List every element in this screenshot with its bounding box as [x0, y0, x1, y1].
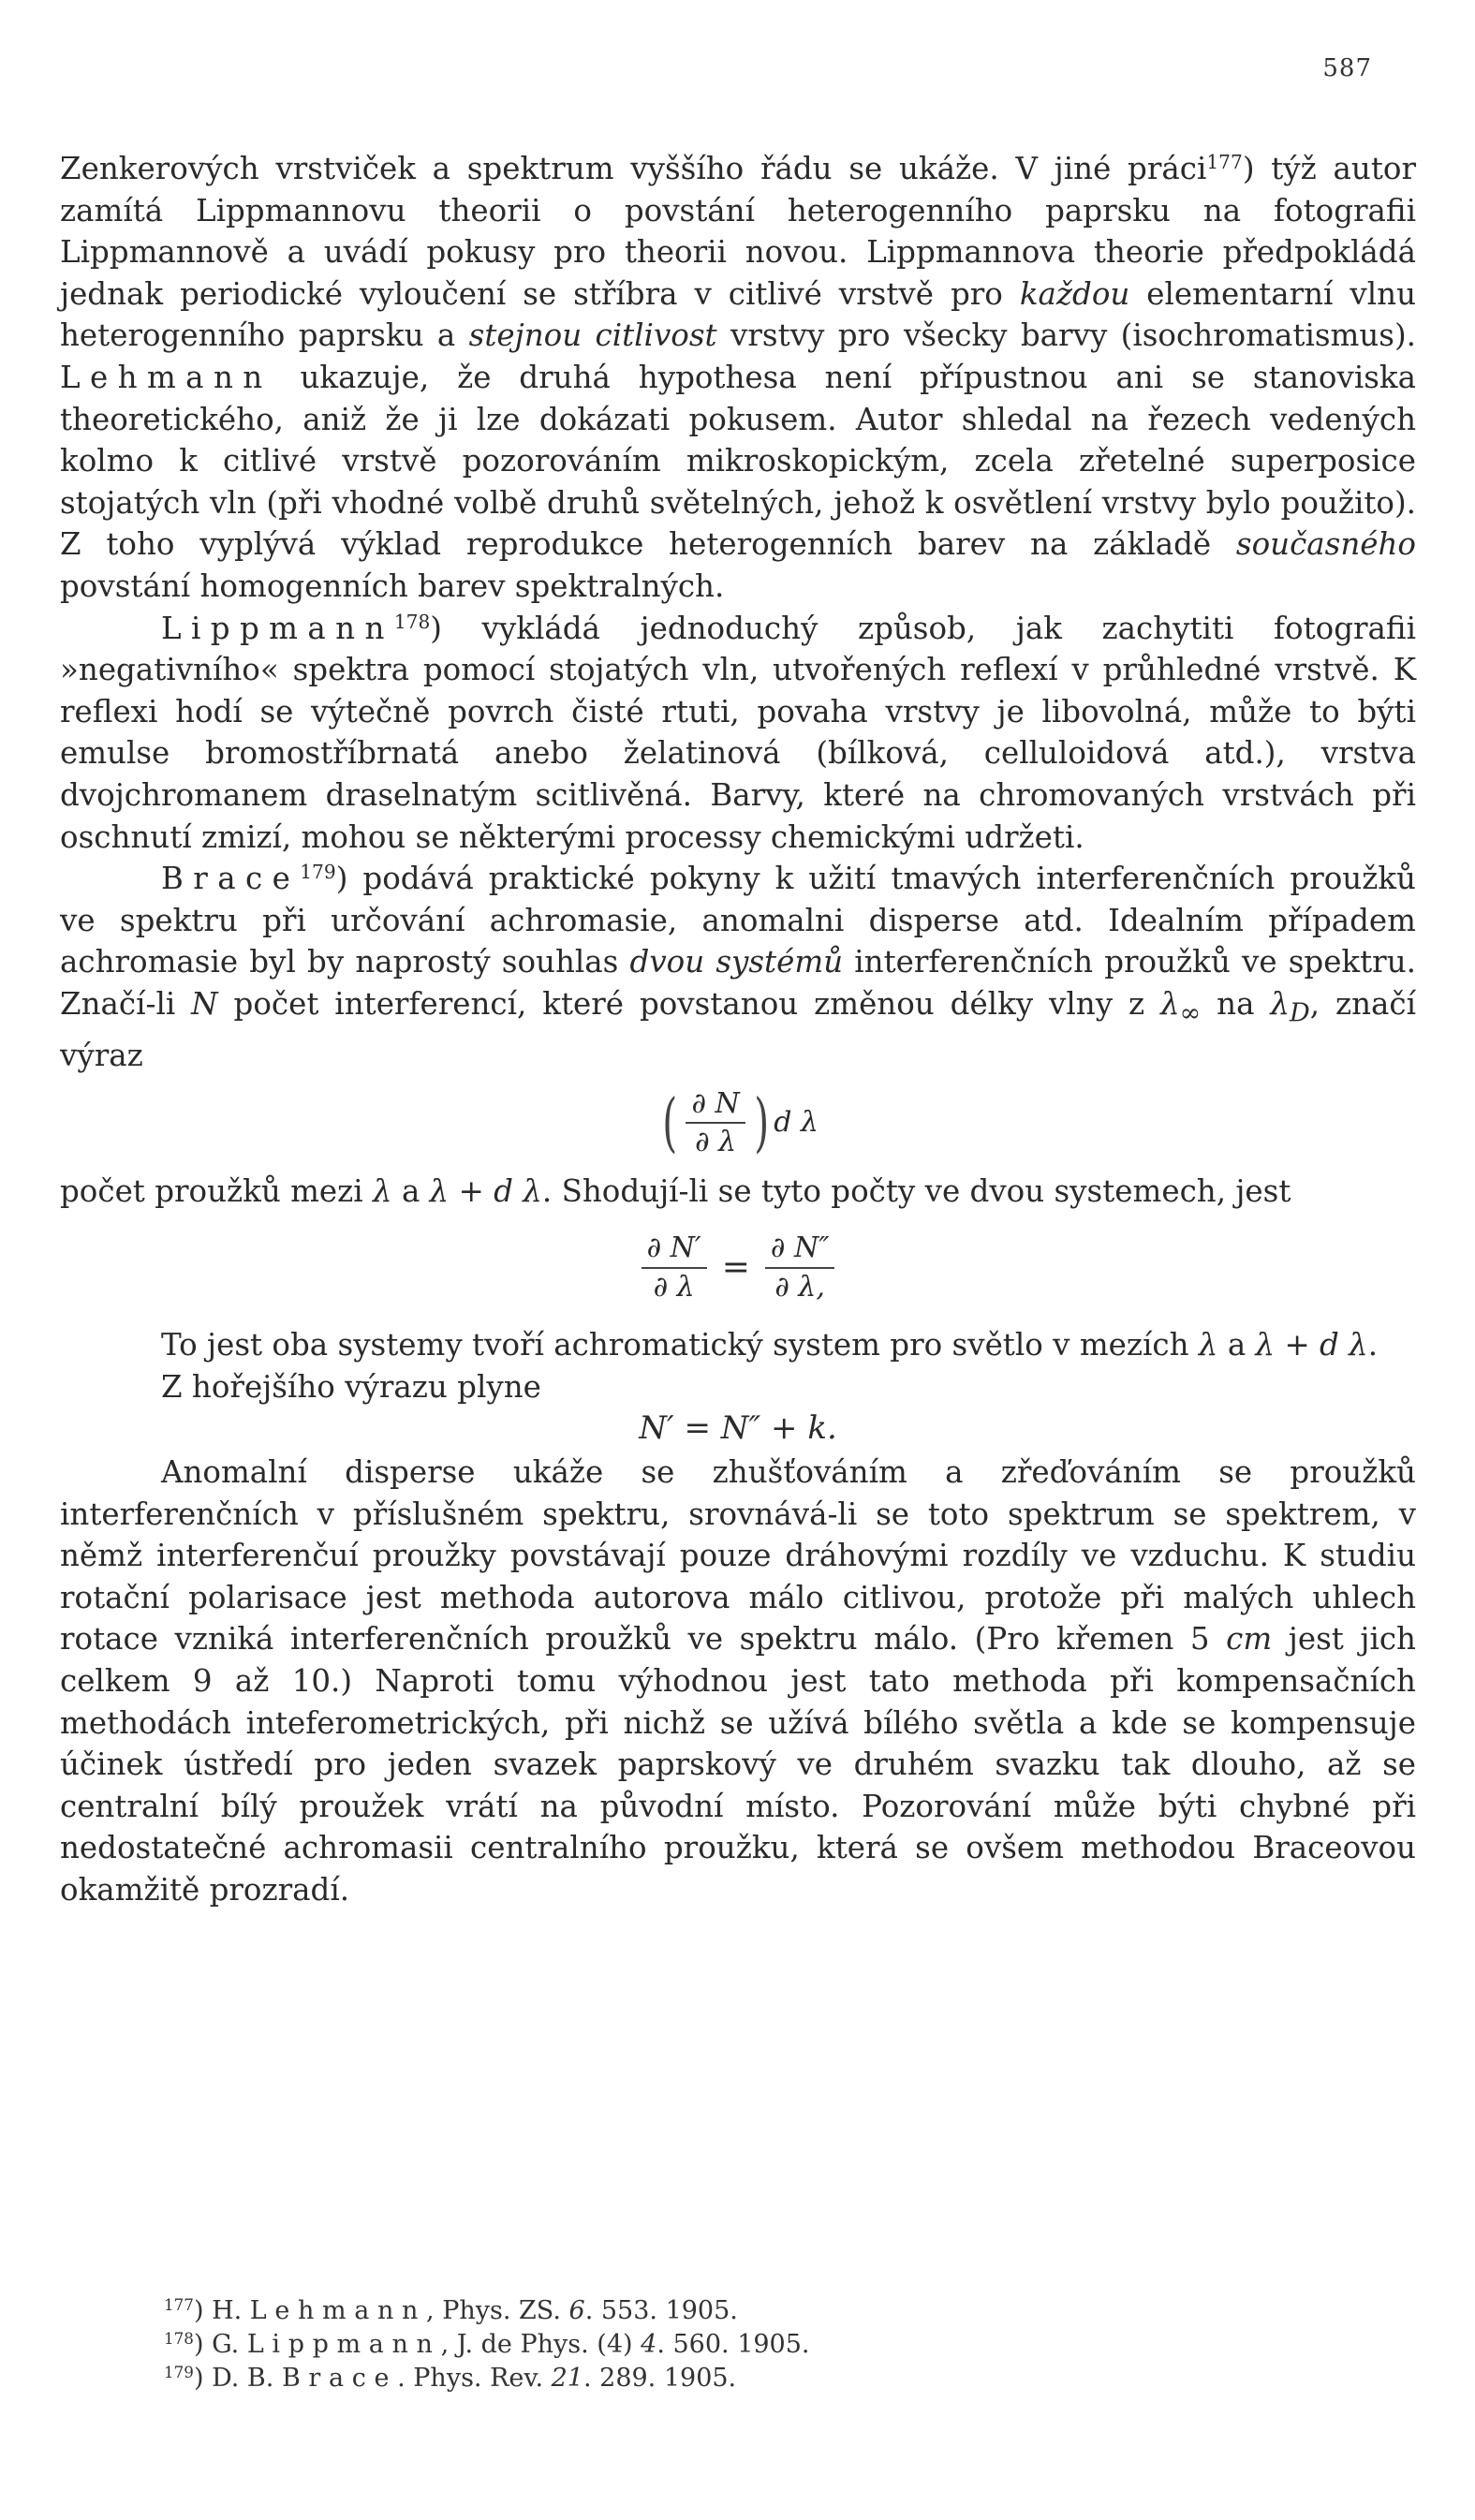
author-name: Lippmann	[246, 2330, 441, 2359]
expression: λ + d λ	[1255, 1327, 1368, 1363]
fraction-denominator: ∂ λ	[653, 1270, 695, 1304]
footnote-number: 179	[164, 2362, 194, 2381]
text-run: . 553. 1905.	[584, 2296, 738, 2325]
volume-number: 6	[568, 2296, 585, 2325]
symbol-lambda: λ	[1160, 985, 1180, 1022]
text-run: ) vykládá jednoduchý způsob, jak zachytiti fotografii »negativního« spektra pomocí stojatých vln, utvořených reflexí v průhledné vrstvě. K reflexi hodí se výtečně povrch čisté rtuti, povaha vrstvy je libovolná, může to býti emulse bromostříbrnatá anebo želatinová (bílková, celluloidová atd.), vrstva dvojchromanem draselnatým scitlivěná. Barvy, které na chromovaných vrstvách při oschnutí zmizí, mohou se některými processy chemickými udržeti.	[60, 610, 1416, 855]
text-run: ) H.	[193, 2296, 250, 2325]
fraction-numerator: ∂ N	[686, 1088, 745, 1125]
paragraph-2	[60, 608, 1416, 859]
italic-run: stejnou citlivost	[468, 317, 717, 354]
text-run: ) D. B.	[193, 2364, 282, 2393]
italic-run: dvou systémů	[629, 944, 844, 980]
text-run: na	[1201, 985, 1271, 1022]
footnote-178	[164, 2328, 810, 2362]
footnote-ref-178: 178	[393, 610, 431, 633]
text-run: . 289. 1905.	[583, 2364, 737, 2393]
author-name: Brace	[281, 2364, 398, 2393]
fraction-denominator: ∂ λ,	[774, 1270, 825, 1304]
footnote-179	[164, 2362, 810, 2395]
symbol-lambda: λ	[373, 1172, 392, 1209]
expression: λ + d λ	[429, 1172, 542, 1209]
symbol-lambda: λ	[1198, 1327, 1218, 1363]
text-run: .	[1367, 1327, 1379, 1363]
text-run: jest jich celkem 9 až 10.) Naproti tomu výhodnou jest tato methoda při kompensačních methodách inteferometrických, při nichž se užívá bílého světla a kde se kompensuje účinek ústředí pro jeden svazek paprskový ve druhém svazku tak dlouho, až se centralní bílý proužek vrátí na původní místo. Pozorování může býti chybné při nedostatečné achromasii centralního proužku, která se ovšem methodou Braceovou okamžitě prozradí.	[60, 1621, 1416, 1908]
text-run: ukazuje, že druhá hypothesa není přípustnou ani se stanoviska theoretického, aniž že ji lze dokázati pokusem. Autor shledal na řezech vedených kolmo k citlivé vrstvě pozorováním mikroskopickým, zcela zřetelné superposice stojatých vln (při vhodné volbě druhů světelných, jehož k osvětlení vrstvy bylo použito). Z toho vyplývá výklad reprodukce heterogenních barev na základě	[60, 359, 1416, 563]
footnote-ref-179: 179	[300, 861, 336, 884]
left-paren: (	[662, 1085, 678, 1160]
author-name: Brace	[161, 861, 301, 897]
text-run: . 560. 1905.	[656, 2330, 810, 2359]
text-run: a	[391, 1172, 430, 1209]
page-body	[60, 148, 1416, 1910]
paragraph-7	[60, 1452, 1416, 1911]
formula-tail: d λ	[774, 1106, 819, 1140]
footnote-number: 178	[164, 2328, 194, 2348]
fraction-numerator: ∂ N″	[765, 1232, 835, 1269]
text-run: Anomalní disperse ukáže se zhušťováním a zřeďováním se proužků interferenčních v příslušném spektru, srovnává-li se toto spektrum se spektrem, v němž interferenčuí proužky povstávají pouze dráhovými rozdíly ve vzduchu. K studiu rotační polarisace jest methoda autorova málo citlivou, protože při malých uhlech rotace vzniká interferenčních proužků ve spektru málo. (Pro křemen 5	[60, 1453, 1416, 1658]
symbol-lambda: λ	[1270, 985, 1290, 1022]
footnote-177	[164, 2294, 810, 2328]
author-name: Lehmann	[249, 2296, 427, 2325]
subscript-D: D	[1289, 998, 1310, 1028]
text-run: ) G.	[193, 2330, 247, 2359]
paragraph-4	[60, 1171, 1416, 1213]
formula-N-relation: N′ = N″ + k.	[639, 1409, 837, 1448]
text-run: . Shodují-li se tyto počty ve dvou systemech, jest	[541, 1172, 1291, 1209]
text-run: a	[1217, 1327, 1256, 1363]
paragraph-1	[60, 148, 1416, 608]
paragraph-5	[60, 1324, 1416, 1366]
text-run: povstání homogenních barev spektralných.	[60, 567, 725, 604]
formula-dN-dlambda	[60, 1077, 1416, 1171]
formula-equal-fractions	[60, 1212, 1416, 1324]
text-run: vrstvy pro všecky barvy (isochromatismus).	[716, 317, 1416, 354]
text-run: To jest oba systemy tvoří achromatický system pro světlo v mezích	[161, 1327, 1199, 1363]
unit-cm: cm	[1226, 1621, 1273, 1658]
footnotes	[164, 2294, 810, 2395]
right-paren: )	[754, 1085, 769, 1160]
footnote-number: 177	[164, 2294, 194, 2314]
fraction-denominator: ∂ λ	[695, 1126, 737, 1159]
text-run: elementarní vlnu heterogenního paprsku a	[60, 275, 1417, 354]
paragraph-3	[60, 858, 1416, 1076]
text-run: ) podává praktické pokyny k užití tmavých interferenčních proužků ve spektru při určování achromasie, anomalni disperse atd. Idealním případem achromasie byl by naprostý souhlas	[60, 861, 1416, 980]
text-run: . Phys. Rev.	[397, 2364, 552, 2393]
text-run: , značí výraz	[60, 985, 1416, 1073]
fraction	[686, 1088, 745, 1159]
text-run: ) týž autor zamítá Lippmannovu theorii o povstání heterogenního paprsku na fotografii Lippmannově a uvádí pokusy pro theorii novou. Lippmannova theorie předpokládá jednak periodické vyloučení se stříbra v citlivé vrstvě pro	[60, 151, 1416, 312]
text-run: , Phys. ZS.	[426, 2296, 569, 2325]
author-name: Lippmann	[161, 610, 394, 646]
subscript-infinity: ∞	[1179, 998, 1202, 1028]
fraction-right	[765, 1232, 835, 1304]
text-run: Zenkerových vrstviček a spektrum vyššího řádu se ukáže. V jiné práci	[60, 151, 1207, 186]
text-run: , J. de Phys. (4)	[440, 2330, 642, 2359]
author-name: Lehmann	[60, 359, 273, 395]
fraction-left	[642, 1232, 707, 1304]
symbol-N: N	[191, 985, 218, 1022]
text-run: Z hořejšího výrazu plyne	[161, 1368, 541, 1405]
equals-sign: =	[721, 1247, 750, 1287]
text-run: počet proužků mezi	[60, 1172, 374, 1209]
paragraph-6	[60, 1366, 1416, 1408]
fraction-numerator: ∂ N′	[642, 1232, 707, 1269]
text-run: počet interferencí, které povstanou změnou délky vlny z	[217, 985, 1161, 1022]
page-number: 587	[1322, 54, 1372, 82]
volume-number: 4	[641, 2330, 657, 2359]
footnote-ref-177: 177	[1206, 150, 1243, 173]
text-run: interferenčních proužků ve spektru. Značí-li	[60, 944, 1416, 1022]
italic-run: současného	[1235, 526, 1416, 563]
italic-run: každou	[1019, 275, 1130, 312]
volume-number: 21	[551, 2364, 583, 2393]
